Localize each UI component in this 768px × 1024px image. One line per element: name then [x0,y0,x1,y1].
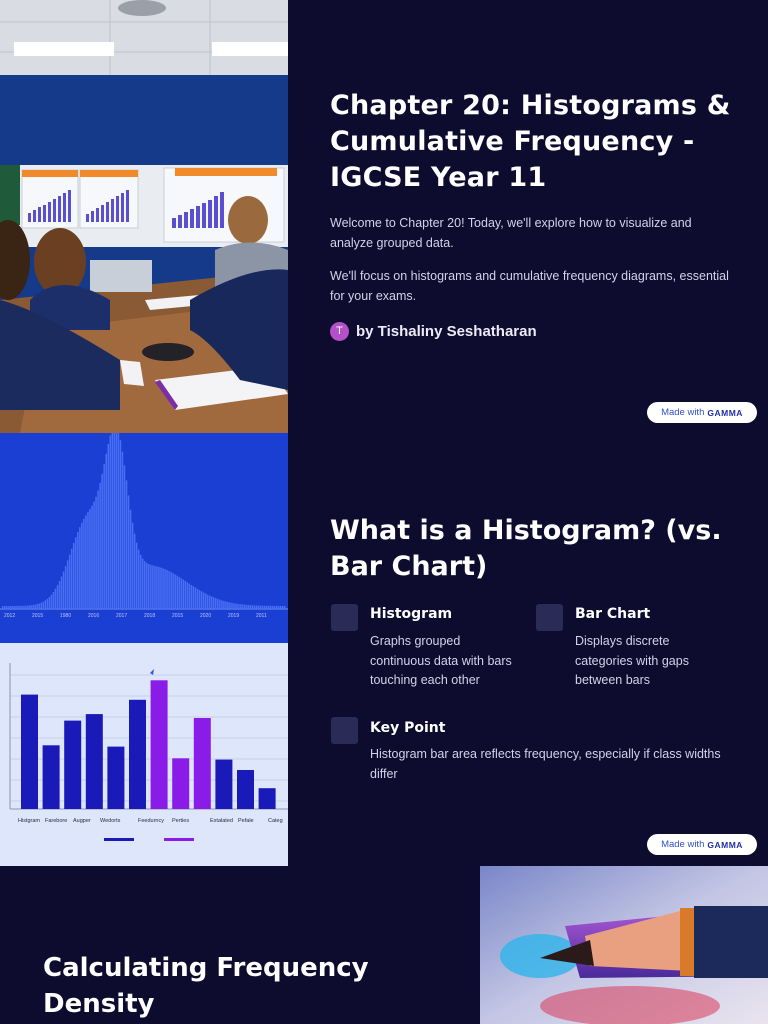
histogram-bar [39,604,41,609]
histogram-bar [30,605,32,609]
bar-chart-category-label: Farebore [45,818,68,824]
slide-title-heading: Chapter 20: Histograms & Cumulative Frequency - IGCSE Year 11 [330,90,731,193]
histogram-bar [138,550,140,609]
histogram-bar [191,585,193,609]
histogram-bar [219,600,221,609]
histogram-bar [225,601,227,609]
histogram-bar [55,589,57,609]
histogram-bar [270,606,272,609]
bar-chart-bar [129,700,146,809]
histogram-bar [97,490,99,609]
histogram-card-text: Graphs grouped continuous data with bars touching each other [370,634,512,687]
histogram-tick-label: 2020 [200,613,212,619]
histogram-bar [266,606,268,609]
histogram-bar [18,606,20,609]
histogram-bar [6,606,8,609]
histogram-bar [93,502,95,609]
histogram-tick-label: 2012 [4,613,16,619]
histogram-bar [264,606,266,609]
histogram-bar [110,435,112,609]
histogram-tick-label: 2015 [32,613,44,619]
histogram-bar [189,584,191,609]
legend-swatch [164,838,194,841]
histogram-image [0,433,288,643]
author-name: by Tishaliny Seshatharan [356,323,537,340]
histogram-bar [8,606,10,609]
bar-chart-card-icon [536,604,563,631]
histogram-bar [227,602,229,609]
cursor-icon [150,669,154,675]
histogram-bar [156,566,158,609]
made-with-gamma-badge[interactable] [647,834,757,855]
bar-chart-bar [86,714,103,809]
histogram-bar [262,606,264,609]
author-byline [330,322,537,341]
histogram-bar [274,606,276,609]
histogram-bar [57,585,59,609]
histogram-bar [59,581,61,609]
pencil-illustration [480,866,768,1024]
histogram-bar [183,580,185,609]
histogram-bar [49,597,51,609]
histogram-bar [142,559,144,609]
bar-chart-image [0,643,288,866]
avatar: T [330,322,349,341]
histogram-bar [260,606,262,609]
histogram-bar [16,606,18,609]
histogram-bar [81,523,83,609]
bar-chart-category-label: Augper [73,818,91,824]
histogram-bar [43,602,45,609]
histogram-bar [282,606,284,609]
histogram-bar [207,595,209,609]
histogram-bar [174,574,176,609]
slide-histogram-vs-bar [0,433,768,866]
histogram-bar [134,534,136,609]
histogram-bar [132,523,134,609]
histogram-bar [278,606,280,609]
made-with-gamma-badge[interactable] [647,402,757,423]
bar-chart-bar [194,718,211,809]
histogram-bar [51,595,53,609]
histogram-bar [77,532,79,609]
histogram-tick-label: 2017 [116,613,128,619]
histogram-bar [172,573,174,609]
classroom-illustration [0,0,288,433]
bar-chart-card-title: Bar Chart [575,606,651,622]
histogram-tick-label: 2011 [256,613,267,619]
histogram-bar [95,497,97,609]
histogram-bar [258,606,260,609]
histogram-bar [118,433,120,609]
histogram-tick-label: 2016 [88,613,100,619]
histogram-bar [201,591,203,609]
histogram-bar [203,592,205,609]
histogram-bar [22,606,24,609]
histogram-bar [107,444,109,609]
histogram-bar [69,555,71,609]
histogram-bar [65,566,67,609]
histogram-bar [128,495,130,609]
histogram-bar [120,440,122,609]
histogram-card-title: Histogram [370,606,453,622]
histogram-bar [237,604,239,609]
histogram-bar [20,606,22,609]
histogram-bar [47,599,49,609]
histogram-bar [53,592,55,609]
histogram-bar [276,606,278,609]
histogram-bar [14,606,16,609]
histogram-bar [235,604,237,609]
histogram-bar [75,537,77,609]
bar-chart-category-label: Histgram [18,818,41,824]
histogram-bar [34,605,36,609]
histogram-bar [136,543,138,609]
badge-prefix: Made with [661,839,705,850]
histogram-bar [89,509,91,609]
bar-chart-bar [21,695,38,809]
histogram-bar [152,565,154,609]
histogram-bar [233,603,235,609]
histogram-bar [140,555,142,609]
histogram-bar [24,606,26,609]
histogram-bar [221,600,223,609]
bar-chart-category-label: Categ [268,818,283,824]
histogram-bar [41,603,43,609]
key-point-card-text: Histogram bar area reflects frequency, especially if class widths differ [370,747,721,781]
histogram-bar [241,604,243,609]
histogram-bar [124,465,126,609]
histogram-bar [272,606,274,609]
legend-swatch [104,838,134,841]
histogram-bar [181,578,183,609]
histogram-section-title: What is a Histogram? (vs. Bar Chart) [330,515,722,582]
histogram-bar [284,606,286,609]
histogram-tick-label: 2018 [144,613,156,619]
histogram-bar [231,603,233,609]
histogram-bar [148,564,150,609]
histogram-bar [268,606,270,609]
bar-chart-bar [237,770,254,809]
histogram-bar [79,527,81,609]
histogram-bar [10,606,12,609]
histogram-bar [247,605,249,609]
histogram-bar [178,577,180,609]
badge-prefix: Made with [661,407,705,418]
histogram-tick-label: 1980 [60,613,72,619]
histogram-bar [205,594,207,609]
histogram-bar [130,510,132,609]
histogram-bar [67,560,69,609]
histogram-bar [105,454,107,609]
histogram-illustration [0,433,288,643]
histogram-bar [193,586,195,609]
histogram-bar [185,581,187,609]
histogram-bar [195,588,197,609]
histogram-bar [229,602,231,609]
bar-chart-category-label: Extalated [210,818,233,824]
histogram-bar [239,604,241,609]
histogram-bar [85,515,87,609]
bar-chart-bar [215,760,232,809]
histogram-tick-label: 2015 [172,613,184,619]
histogram-bar [112,433,114,609]
histogram-bar [45,600,47,609]
histogram-bar [150,565,152,609]
histogram-bar [36,604,38,609]
key-point-card-icon [331,717,358,744]
bar-chart-bar [64,721,81,809]
bar-chart-bar [107,747,124,809]
histogram-bar [116,433,118,609]
intro-paragraph: Welcome to Chapter 20! Today, we'll explore how to visualize and analyze grouped data. [330,216,692,250]
classroom-image [0,0,288,433]
pencil-image [480,866,768,1024]
histogram-card-icon [331,604,358,631]
histogram-bar [87,512,89,609]
histogram-bar [213,597,215,609]
histogram-bar [254,605,256,609]
bar-chart-bar [259,788,276,809]
key-point-card-title: Key Point [370,720,446,736]
bar-chart-category-label: Feedurncy [138,818,164,824]
histogram-bar [170,572,172,609]
histogram-bar [158,567,160,609]
histogram-bar [126,480,128,609]
histogram-bar [61,576,63,609]
histogram-bar [154,566,156,609]
histogram-bar [122,452,124,609]
histogram-bar [12,606,14,609]
histogram-bar [166,570,168,609]
frequency-density-title: Calculating Frequency Density [43,953,369,1019]
bar-chart-card-text: Displays discrete categories with gaps between bars [575,634,689,687]
bar-chart-bar [43,745,60,809]
histogram-bar [28,605,30,609]
histogram-bar [73,543,75,609]
histogram-bar [2,606,4,609]
bar-chart-illustration [0,643,288,866]
bar-chart-category-label: Wedorts [100,818,121,824]
histogram-bar [114,433,116,609]
histogram-bar [101,474,103,609]
bar-chart-bar [151,680,168,809]
focus-paragraph: We'll focus on histograms and cumulative frequency diagrams, essential for your exams. [330,269,729,303]
histogram-bar [99,483,101,609]
histogram-bar [187,582,189,609]
histogram-tick-label: 2019 [228,613,240,619]
histogram-bar [176,576,178,609]
histogram-bar [4,606,6,609]
histogram-bar [71,549,73,609]
bar-chart-bar [172,758,189,809]
histogram-bar [199,590,201,609]
histogram-bar [252,605,254,609]
bar-chart-category-label: Perties [172,818,190,824]
slide-frequency-density [0,866,768,1024]
histogram-bar [217,599,219,609]
histogram-bar [164,569,166,609]
histogram-bar [215,598,217,609]
histogram-bar [209,596,211,609]
histogram-bar [83,519,85,609]
histogram-bar [211,596,213,609]
gamma-logo: GAMMA [707,839,743,850]
histogram-bar [223,601,225,609]
histogram-bar [103,464,105,609]
bar-chart-category-label: Pefale [238,818,254,824]
histogram-bar [249,605,251,609]
histogram-bar [256,605,258,609]
histogram-bar [162,568,164,609]
histogram-bar [32,605,34,609]
gamma-logo: GAMMA [707,407,743,418]
histogram-bar [144,561,146,609]
histogram-bar [26,606,28,609]
histogram-bar [63,571,65,609]
histogram-bar [245,605,247,609]
histogram-bar [160,568,162,609]
histogram-bar [168,571,170,609]
histogram-bar [280,606,282,609]
slide-title [0,0,768,433]
histogram-bar [146,563,148,609]
histogram-bar [91,506,93,609]
histogram-bar [243,605,245,609]
histogram-bar [197,589,199,609]
